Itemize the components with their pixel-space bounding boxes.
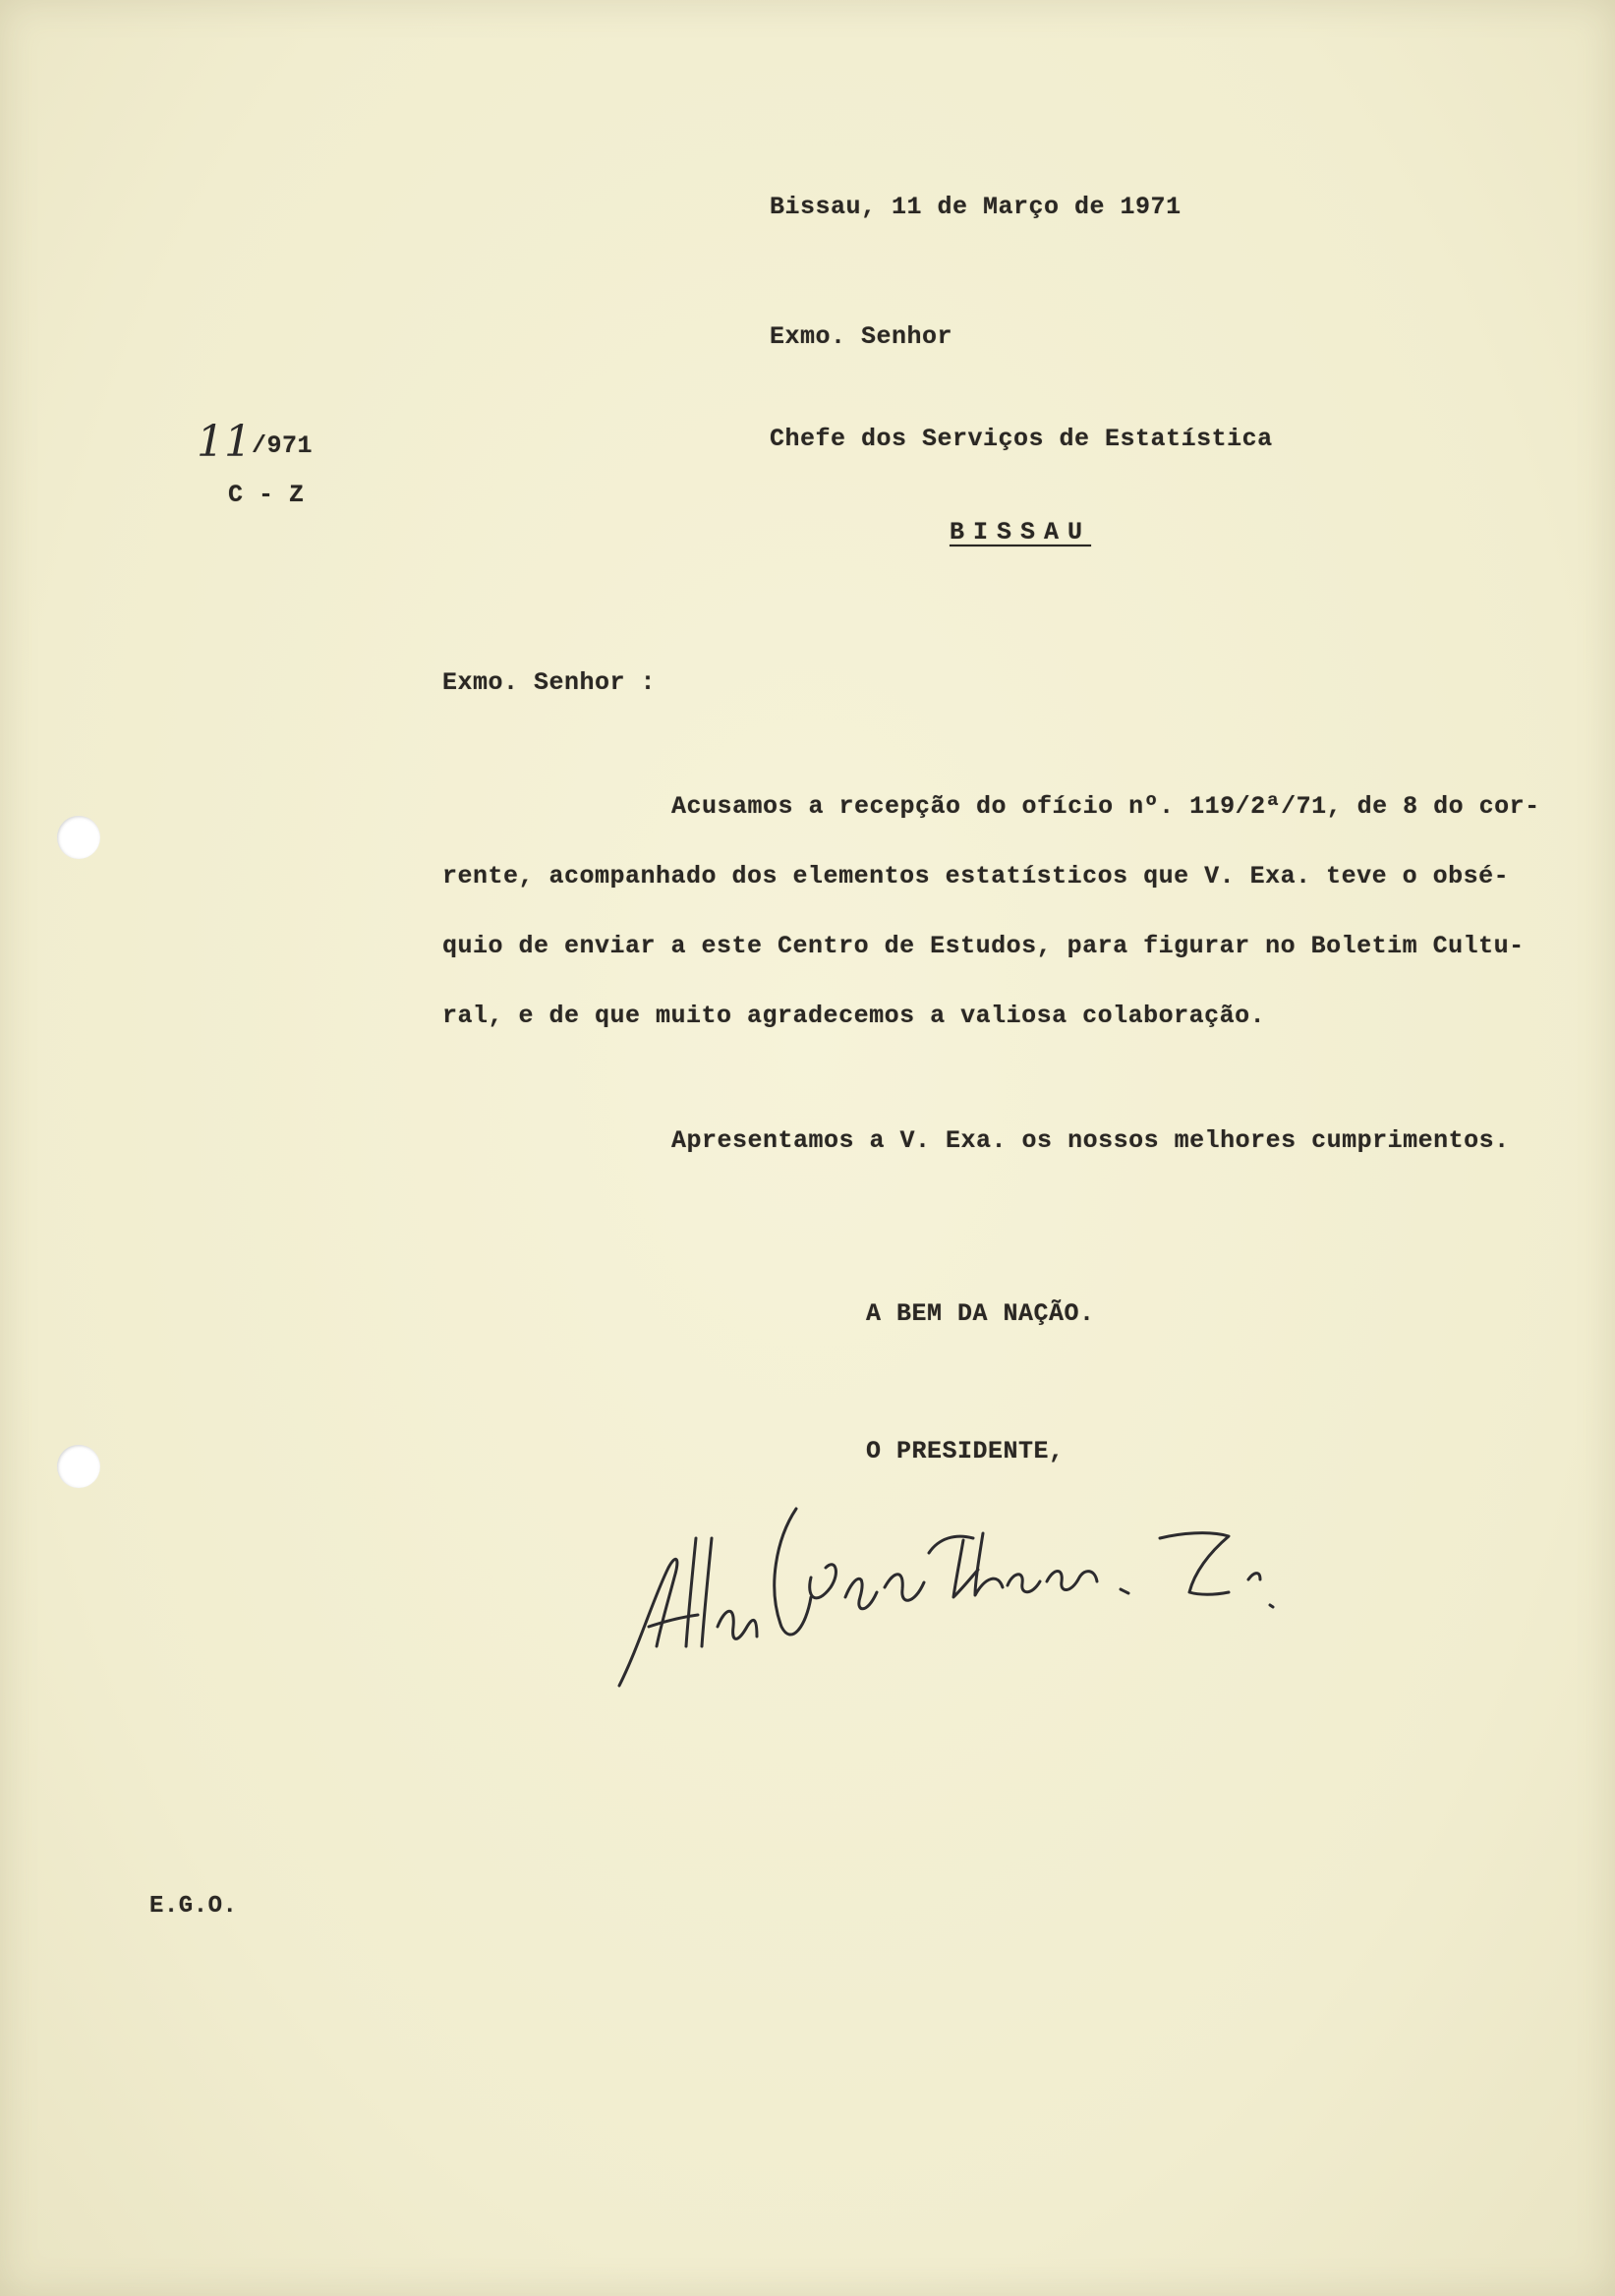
body-line-4: ral, e de que muito agradecemos a valiosa colaboração. (442, 1002, 1266, 1030)
recipient-salutation: Exmo. Senhor (770, 322, 953, 351)
signatory-title: O PRESIDENTE, (866, 1437, 1065, 1465)
reference-typed-number: /971 (252, 431, 314, 460)
punch-hole-bottom (57, 1445, 100, 1488)
reference-number (197, 413, 314, 467)
recipient-title: Chefe dos Serviços de Estatística (770, 425, 1273, 453)
body-line-3: quio de enviar a este Centro de Estudos, para figurar no Boletim Cultu- (442, 932, 1525, 960)
closing: Apresentamos a V. Exa. os nossos melhores cumprimentos. (671, 1126, 1510, 1155)
motto: A BEM DA NAÇÃO. (866, 1299, 1095, 1328)
punch-hole-top (57, 816, 100, 859)
reference-handwritten-number: 11 (197, 417, 252, 467)
body-line-1: Acusamos a recepção do ofício nº. 119/2ª/71, de 8 do cor- (671, 792, 1540, 821)
recipient-city: BISSAU (950, 518, 1092, 546)
reference-code: C - Z (228, 481, 305, 509)
greeting: Exmo. Senhor : (442, 668, 657, 697)
handwritten-signature (609, 1479, 1356, 1705)
place-date: Bissau, 11 de Março de 1971 (770, 193, 1182, 221)
typist-initials: E.G.O. (149, 1893, 238, 1920)
body-line-2: rente, acompanhado dos elementos estatísticos que V. Exa. teve o obsé- (442, 862, 1510, 890)
